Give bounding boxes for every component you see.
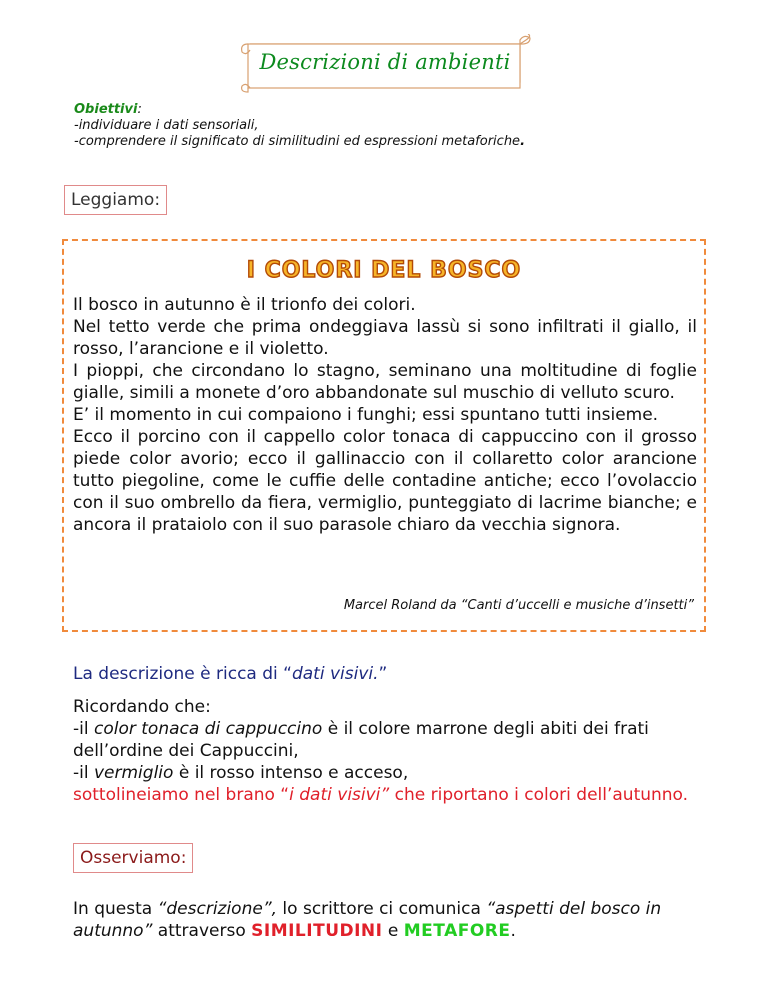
- visivi-before: La descrizione è ricca di “: [73, 664, 292, 684]
- c-and: e: [382, 921, 404, 941]
- ricordando-block: [73, 696, 713, 806]
- ricordando-line-1: [73, 718, 713, 762]
- story-line: E’ il momento in cui compaiono i funghi; essi spuntano tutti insieme.: [73, 405, 659, 425]
- visivi-statement: [73, 664, 387, 684]
- story-title: I COLORI DEL BOSCO: [246, 258, 522, 283]
- objective-item-1: -individuare i dati sensoriali,: [74, 118, 259, 133]
- conclusion-text: [73, 898, 703, 942]
- ricordando-intro: Ricordando che:: [73, 697, 211, 717]
- story-line: Il bosco in autunno è il trionfo dei colori.: [73, 295, 416, 315]
- title-scroll-banner: [236, 34, 534, 94]
- c-italic2: “aspetti del bosco in autunno”: [73, 899, 662, 941]
- c-pre: In questa: [73, 899, 158, 919]
- red-italic: i dati visivi”: [289, 785, 390, 805]
- objectives-colon: :: [137, 102, 142, 117]
- l1-post: è il colore marrone degli abiti dei frati dell’ordine dei Cappuccini,: [73, 719, 649, 761]
- visivi-after: ”: [378, 664, 388, 684]
- objectives-label: Obiettivi: [74, 102, 138, 117]
- red-pre: sottolineiamo nel brano “: [73, 785, 290, 805]
- story-author: Marcel Roland da “Canti d’uccelli e musiche d’insetti”: [343, 598, 694, 613]
- objective-item-2: -comprendere il significato di similitudini ed espressioni metaforiche: [74, 134, 521, 149]
- l1-pre: -il: [73, 719, 94, 739]
- osserviamo-label: Osserviamo:: [73, 843, 193, 873]
- ricordando-line-2: [73, 762, 713, 784]
- objective-item-2-end: .: [520, 134, 526, 149]
- l2-italic: vermiglio: [93, 763, 174, 783]
- story-line: Nel tetto verde che prima ondeggiava lassù si sono infiltrati il giallo, il rosso, l’arancione e il violetto.: [73, 317, 697, 359]
- story-line: I pioppi, che circondano lo stagno, seminano una moltitudine di foglie gialle, simili a monete d’oro abbandonate sul muschio di velluto scuro.: [73, 361, 697, 403]
- c-mid2: attraverso: [152, 921, 252, 941]
- leggiamo-label: Leggiamo:: [64, 185, 167, 215]
- similitudini-word: SIMILITUDINI: [251, 921, 383, 941]
- visivi-italic: dati visivi.: [291, 664, 379, 684]
- story-box: [62, 239, 706, 632]
- metafore-word: METAFORE: [403, 921, 511, 941]
- ricordando-instruction: [73, 784, 713, 806]
- l2-post: è il rosso intenso e acceso,: [173, 763, 409, 783]
- l2-pre: -il: [73, 763, 94, 783]
- c-italic1: “descrizione”,: [157, 899, 278, 919]
- story-line: Ecco il porcino con il cappello color tonaca di cappuccino con il grosso piede color avorio; ecco il gallinaccio con il collaretto color arancione tutto piegoline, come le cuffie delle contadine antiche; ecco l’ovolaccio con il suo ombrello da fiera, vermiglio, punteggiato di lacrime bianche; e ancora il prataiolo con il suo parasole chiaro da vecchia signora.: [73, 427, 697, 535]
- objectives-block: [74, 102, 525, 150]
- red-post: che riportano i colori dell’autunno.: [389, 785, 689, 805]
- c-end: .: [510, 921, 516, 941]
- l1-italic: color tonaca di cappuccino: [93, 719, 323, 739]
- c-mid: lo scrittore ci comunica: [277, 899, 487, 919]
- story-text: [73, 294, 697, 536]
- page-title: Descrizioni di ambienti: [259, 50, 511, 74]
